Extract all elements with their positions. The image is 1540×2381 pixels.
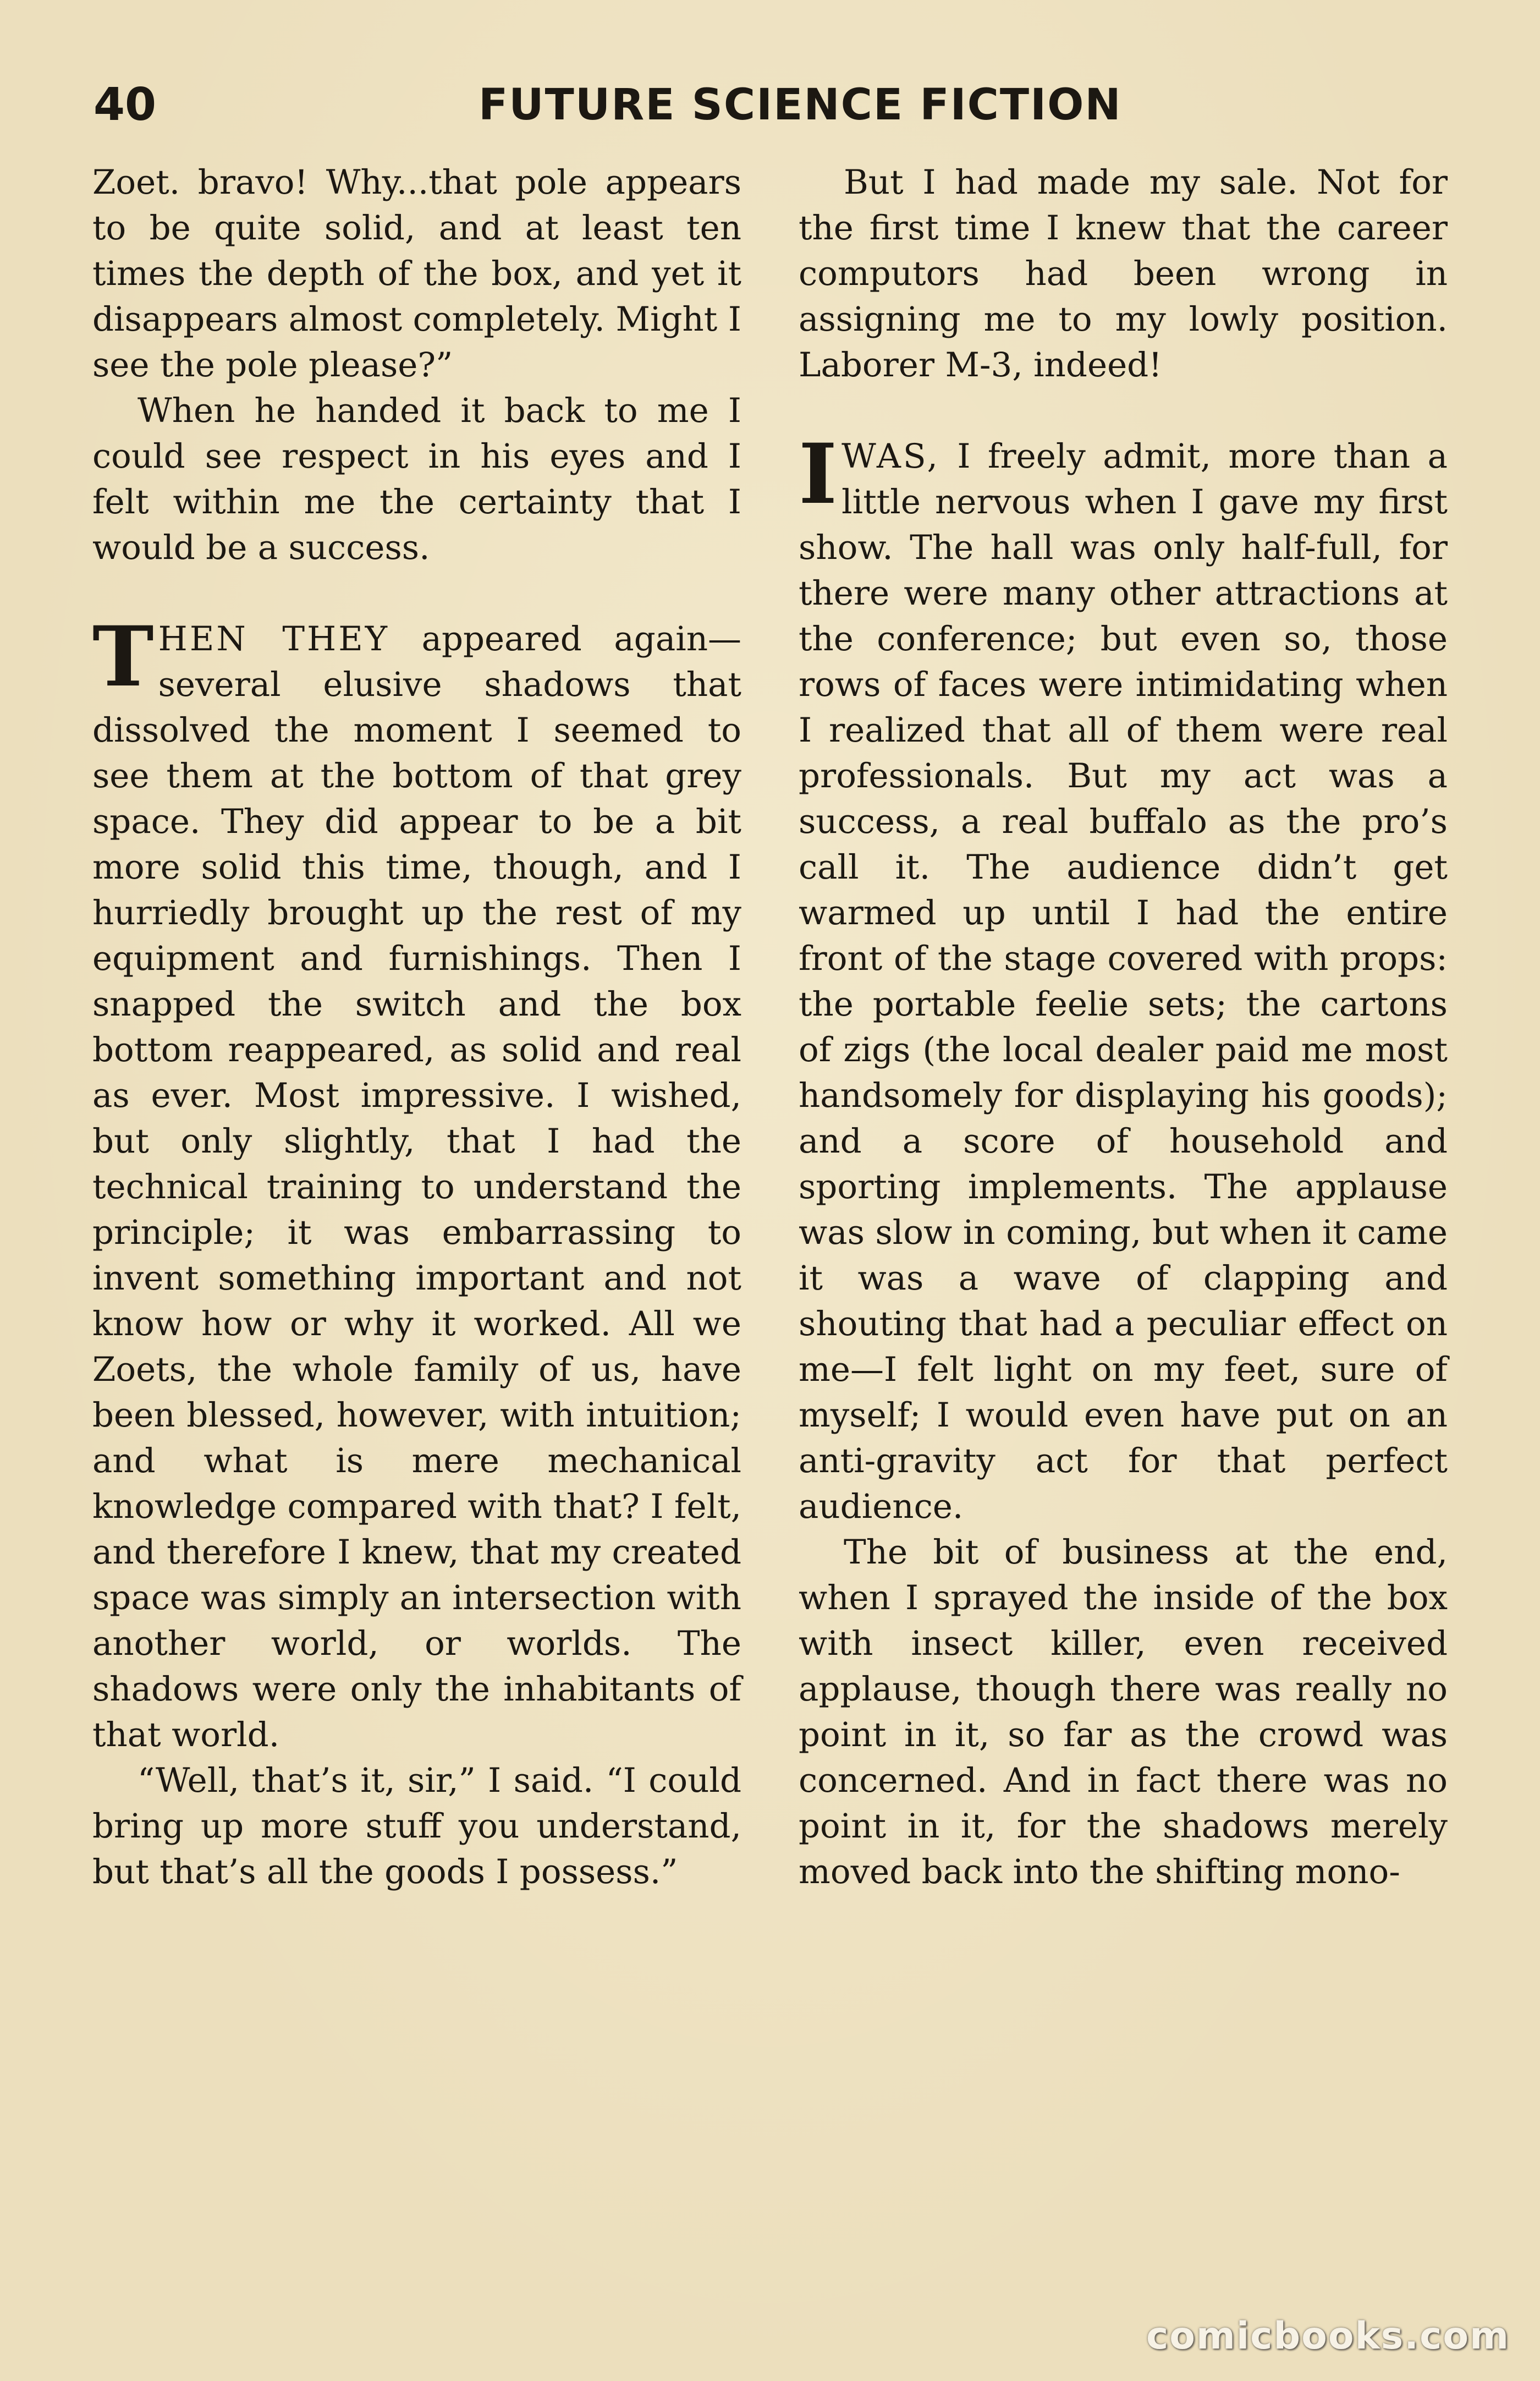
lead-in-text: HEN THEY [158,619,389,659]
paragraph: “Well, that’s it, sir,” I said. “I could bring up more stuff you understand, but that’s all the goods I possess.” [92,1761,741,1891]
page-number: 40 [94,79,157,131]
drop-cap: I [799,426,838,523]
paragraph-text: appeared again—several elusive shadows that dissolved the moment I seemed to see them at the bottom of that grey space. They did appear to be a bit more solid this time, though, and I hurriedly brought up the rest of my equipment and furnishings. Then I snapped the switch and the box bottom reappeared, as solid and real as ever. Most impressive. I wished, but only slightly, that I had the technical training to understand the principle; it was embarrassing to invent something important and not know how or why it worked. All we Zoets, the whole family of us, have been blessed, however, with intuition; and what is mere mechanical knowledge compared with that? I felt, and therefore I knew, that my created space was simply an intersection with another world, or worlds. The shadows were only the inhabitants of that world. [92,619,741,1754]
paragraph: When he handed it back to me I could see respect in his eyes and I felt within me the certainty that I would be a success. [92,391,741,567]
magazine-title: FUTURE SCIENCE FICTION [479,80,1122,130]
drop-cap: T [92,608,154,705]
left-column [92,160,741,1895]
watermark: comicbooks.com [1146,2314,1510,2358]
paragraph: The bit of business at the end, when I sprayed the inside of the box with insect killer, even received applause, though there was really no point in it, so far as the crowd was concerned. And in fact there was no point in it, for the shadows merely moved back into the shifting mono- [799,1533,1448,1891]
paragraph: Zoet. bravo! Why...that pole appears to be quite solid, and at least ten times the depth of the box, and yet it disappears almost completely. Might I see the pole please?” [92,163,741,385]
right-column [799,160,1448,1895]
section-paragraph [799,426,1448,1529]
paragraph: But I had made my sale. Not for the first time I knew that the career computors had been wrong in assigning me to my lowly position. Laborer M-3, indeed! [799,163,1448,385]
paragraph-text: I freely admit, more than a little nervous when I gave my first show. The hall was only half-full, for there were many other attractions at the conference; but even so, those rows of faces were intimidating when I realized that all of them were real professionals. But my act was a success, a real buffalo as the pro’s call it. The audience didn’t get warmed up until I had the entire front of the stage covered with props: the portable feelie sets; the cartons of zigs (the local dealer paid me most handsomely for displaying his goods); and a score of household and sporting implements. The applause was slow in coming, but when it came it was a wave of clapping and shouting that had a peculiar effect on me—I felt light on my feet, sure of myself; I would even have put on an anti-gravity act for that perfect audience. [799,437,1448,1526]
section-paragraph [92,608,741,1758]
lead-in-text: WAS, [842,437,940,476]
